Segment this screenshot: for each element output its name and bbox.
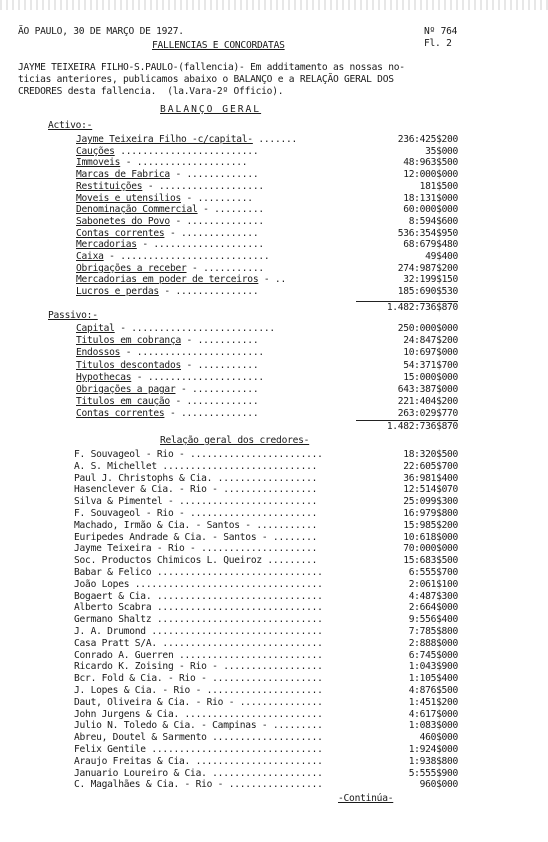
creditor-row-amount: 18:320$500 — [403, 449, 458, 460]
creditor-row-label: Paul J. Christophs & Cia. .................. — [74, 472, 318, 484]
activo-row-amount: 185:690$530 — [397, 286, 458, 298]
creditor-row-amount: 15:683$500 — [403, 555, 458, 567]
creditor-row-amount: 960$000 — [419, 779, 458, 791]
activo-row-leader: - .................... — [120, 157, 248, 169]
activo-row-label-text: Jayme Teixeira Filho -c/capital- — [76, 134, 253, 145]
creditor-row-label: Babar & Felico .............................. — [74, 567, 323, 578]
passivo-row-label — [76, 384, 258, 395]
creditor-row-label: Abreu, Doutel & Sarmento .................... — [74, 732, 323, 744]
creditor-row-label: Alberto Scabra .............................. — [74, 602, 323, 614]
folio: Fl. 2 — [424, 38, 452, 49]
creditor-row-label: John Jurgens & Cia. ......................... — [74, 708, 323, 720]
activo-row-amount: 60:000$000 — [403, 204, 458, 216]
activo-row-amount: 536:354$950 — [397, 227, 458, 239]
passivo-row-amount: 24:847$200 — [403, 335, 458, 347]
activo-row-leader: ....... — [252, 134, 298, 145]
activo-row-leader: - .............. — [169, 215, 264, 227]
activo-row-amount: 236:425$200 — [397, 134, 458, 145]
activo-row-amount: 68:679$480 — [403, 239, 458, 251]
activo-row-label-text: Cauções — [76, 145, 115, 157]
creditor-row-label: C. Magalhães & Cia. - Rio - ................. — [74, 779, 323, 791]
activo-total: 1.482:736$870 — [386, 302, 458, 313]
creditor-row-amount: 25:099$300 — [403, 496, 458, 508]
activo-row-label-text: Restituições — [76, 180, 143, 192]
creditor-row-amount: 4:617$000 — [408, 708, 458, 720]
activo-row-label-text: Obrigações a receber — [76, 262, 187, 274]
creditor-row-amount: 2:061$100 — [408, 578, 458, 590]
passivo-row-label-text: Contas correntes — [76, 408, 165, 420]
creditor-row-label: João Lopes .................................. — [74, 578, 323, 590]
creditor-row-amount: 10:618$000 — [403, 531, 458, 543]
creditor-row-amount: 1:938$800 — [408, 755, 458, 767]
creditor-row-amount: 6:745$000 — [408, 649, 458, 661]
creditor-row-amount: 9:556$400 — [408, 614, 458, 626]
activo-row-leader: - .......... — [181, 192, 253, 204]
creditor-row-amount: 1:043$900 — [408, 661, 458, 673]
creditor-row-label: Ricardo K. Zoising - Rio - .................. — [74, 661, 323, 673]
activo-row-label-text: Mercadorias em poder de terceiros — [76, 274, 259, 286]
creditor-row-label: Casa Pratt S/A. ............................. — [74, 637, 323, 649]
passivo-row-amount: 15:000$000 — [403, 371, 458, 383]
activo-row-leader: - .................... — [136, 239, 264, 251]
activo-row-label — [76, 157, 247, 168]
activo-row-amount: 49$400 — [425, 251, 458, 262]
creditor-row-amount: 5:555$900 — [408, 767, 458, 779]
creditor-row-amount: 4:487$300 — [408, 590, 458, 602]
activo-row-leader: - ......... — [197, 204, 264, 216]
creditor-row-label: Hasenclever & Cia. - Rio - ................. — [74, 484, 318, 496]
creditor-row-amount: 36:981$400 — [403, 472, 458, 484]
passivo-heading: Passivo:- — [48, 310, 98, 321]
passivo-row-label — [76, 360, 258, 371]
creditors-title: Relação geral dos credores- — [160, 435, 310, 446]
creditor-row-amount: 1:083$000 — [408, 720, 458, 732]
creditor-row-label: Julio N. Toledo & Cia. - Campinas - ......... — [74, 720, 323, 732]
activo-row-label — [76, 169, 258, 180]
activo-row-label-text: Moveis e utensilios — [76, 192, 181, 204]
passivo-row-amount: 221:404$200 — [397, 396, 458, 408]
creditor-row-label: Germano Shaltz .............................. — [74, 614, 323, 626]
creditor-row-amount: 16:979$800 — [403, 508, 458, 519]
passivo-row-amount: 10:697$000 — [403, 347, 458, 359]
activo-row-label-text: Mercadorias — [76, 239, 137, 251]
activo-row-label — [76, 251, 269, 262]
passivo-row-leader: - ........... — [181, 359, 259, 371]
creditor-row-label: Bogaert & Cia. .............................. — [74, 590, 323, 602]
intro-line-3: CREDORES desta fallencia. (la.Vara-2º Officio). — [18, 86, 284, 97]
activo-row-amount: 274:987$200 — [397, 262, 458, 274]
place-date: ÃO PAULO, 30 DE MARÇO DE 1927. — [18, 26, 184, 37]
intro-line-2: ticias anteriores, publicamos abaixo o BALANÇO e a RELAÇÃO GERAL DOS — [18, 74, 394, 85]
activo-row-leader: - ................... — [142, 180, 264, 192]
creditor-row-label: Silva & Pimentel - ......................... — [74, 496, 318, 508]
activo-row-label-text: Sabonetes do Povo — [76, 215, 170, 227]
passivo-row-leader: - ............. — [169, 396, 259, 408]
passivo-row-label — [76, 372, 264, 383]
creditor-row-label: Euripedes Andrade & Cia. - Santos - ........ — [74, 531, 318, 543]
passivo-row-label-text: Titulos em cobrança — [76, 335, 181, 347]
creditor-row-label: Conrado A. Guerren .......................... — [74, 649, 323, 661]
creditor-row-label: J. Lopes & Cia. - Rio - ..................... — [74, 685, 323, 696]
balance-title: BALANÇO GERAL — [160, 104, 262, 115]
creditor-row-amount: 1:924$000 — [408, 744, 458, 755]
passivo-row-leader: - ..................... — [131, 371, 264, 383]
activo-row-leader: - ............... — [158, 286, 259, 298]
passivo-row-amount: 250:000$000 — [397, 323, 458, 334]
creditor-row-label: A. S. Michellet ............................ — [74, 460, 318, 472]
activo-row-amount: 181$500 — [419, 180, 458, 192]
activo-row-leader: - .. — [258, 274, 286, 286]
passivo-row-label-text: Obrigações a pagar — [76, 384, 176, 395]
passivo-row-amount: 54:371$700 — [403, 359, 458, 371]
activo-row-amount: 35$000 — [425, 145, 458, 157]
creditor-row-label: Araujo Freitas & Cia. ....................... — [74, 755, 323, 767]
creditor-row-amount: 15:985$200 — [403, 519, 458, 531]
creditor-row-label: Januario Loureiro & Cia. .................... — [74, 767, 323, 779]
creditor-row-amount: 1:105$400 — [408, 673, 458, 685]
passivo-row-leader: - .......................... — [114, 323, 275, 334]
creditor-row-amount: 70:000$000 — [403, 543, 458, 555]
creditor-row-amount: 2:888$000 — [408, 637, 458, 649]
creditor-row-label: Soc. Productos Chimicos L. Queiroz ......... — [74, 555, 318, 567]
activo-row-label — [76, 216, 264, 227]
activo-row-label — [76, 239, 264, 250]
creditor-row-label: F. Souvageol - Rio - ....................... — [74, 508, 318, 519]
activo-heading: Activo:- — [48, 120, 93, 131]
activo-row-label — [76, 193, 253, 204]
activo-row-label — [76, 146, 258, 157]
creditor-row-amount: 6:555$700 — [408, 567, 458, 578]
passivo-row-label — [76, 408, 258, 419]
activo-row-leader: - .............. — [164, 227, 259, 239]
creditor-row-label: Machado, Irmão & Cia. - Santos - ........... — [74, 519, 318, 531]
activo-row-amount: 12:000$000 — [403, 169, 458, 181]
creditor-row-amount: 1:451$200 — [408, 696, 458, 708]
page-number: Nº 764 — [424, 26, 458, 37]
creditor-row-label: Daut, Oliveira & Cia. - Rio - ............... — [74, 696, 323, 708]
scan-noise-top — [0, 0, 548, 10]
passivo-total: 1.482:736$870 — [386, 421, 458, 432]
creditor-row-label: Jayme Teixeira - Rio - ..................... — [74, 543, 318, 555]
activo-row-label — [76, 228, 258, 239]
activo-row-amount: 48:963$500 — [403, 157, 458, 169]
activo-row-leader: - ........................... — [103, 251, 270, 262]
intro-line-1: JAYME TEIXEIRA FILHO-S.PAULO-(fallencia)- Em additamento as nossas no- — [18, 62, 405, 73]
passivo-row-amount: 263:029$770 — [397, 408, 458, 420]
creditor-row-amount: 12:514$070 — [403, 484, 458, 496]
activo-row-label-text: Lucros e perdas — [76, 286, 159, 298]
creditor-row-label: J. A. Drumond ............................... — [74, 626, 323, 637]
activo-row-leader: - ............. — [169, 169, 259, 181]
creditor-row-label: Felix Gentile ............................... — [74, 744, 323, 755]
activo-row-label — [76, 274, 286, 285]
passivo-row-label — [76, 396, 258, 407]
passivo-row-leader: - ....................... — [120, 347, 264, 359]
activo-row-label — [76, 134, 297, 145]
passivo-row-label-text: Endossos — [76, 347, 121, 359]
activo-row-label-text: Marcas de Fabrica — [76, 169, 170, 181]
activo-row-label — [76, 263, 264, 274]
passivo-row-label — [76, 347, 264, 358]
activo-row-label-text: Contas correntes — [76, 227, 165, 239]
passivo-row-label-text: Capital — [76, 323, 115, 334]
section-title: FALLENCIAS E CONCORDATAS — [152, 40, 285, 51]
passivo-row-label — [76, 335, 258, 346]
creditor-row-amount: 2:664$000 — [408, 602, 458, 614]
activo-row-label-text: Caixa — [76, 251, 104, 262]
activo-row-leader: ......................... — [114, 145, 259, 157]
creditor-row-label: F. Souvageol - Rio - ........................ — [74, 449, 323, 460]
creditor-row-amount: 7:785$800 — [408, 626, 458, 637]
passivo-row-amount: 643:387$000 — [397, 384, 458, 395]
activo-row-label — [76, 286, 258, 297]
creditor-row-label: Bcr. Fold & Cia. - Rio - .................... — [74, 673, 323, 685]
activo-row-label-text: Denominação Commercial — [76, 204, 198, 216]
passivo-row-leader: - ............ — [175, 384, 259, 395]
activo-row-amount: 32:199$150 — [403, 274, 458, 286]
continua-note: -Continúa- — [338, 793, 394, 804]
activo-row-label-text: Immoveis — [76, 157, 121, 169]
creditor-row-amount: 22:605$700 — [403, 460, 458, 472]
creditor-row-amount: 460$000 — [419, 732, 458, 744]
activo-row-leader: - ........... — [186, 262, 264, 274]
passivo-row-label-text: Titulos descontados — [76, 359, 181, 371]
passivo-row-leader: - ........... — [181, 335, 259, 347]
activo-row-label — [76, 204, 264, 215]
passivo-row-leader: - .............. — [164, 408, 259, 420]
activo-row-amount: 18:131$000 — [403, 192, 458, 204]
passivo-row-label-text: Hypothecas — [76, 371, 132, 383]
passivo-row-label-text: Titulos em caução — [76, 396, 170, 408]
activo-row-label — [76, 181, 264, 192]
passivo-row-label — [76, 323, 275, 334]
creditor-row-amount: 4:876$500 — [408, 685, 458, 696]
activo-row-amount: 8:594$600 — [408, 215, 458, 227]
